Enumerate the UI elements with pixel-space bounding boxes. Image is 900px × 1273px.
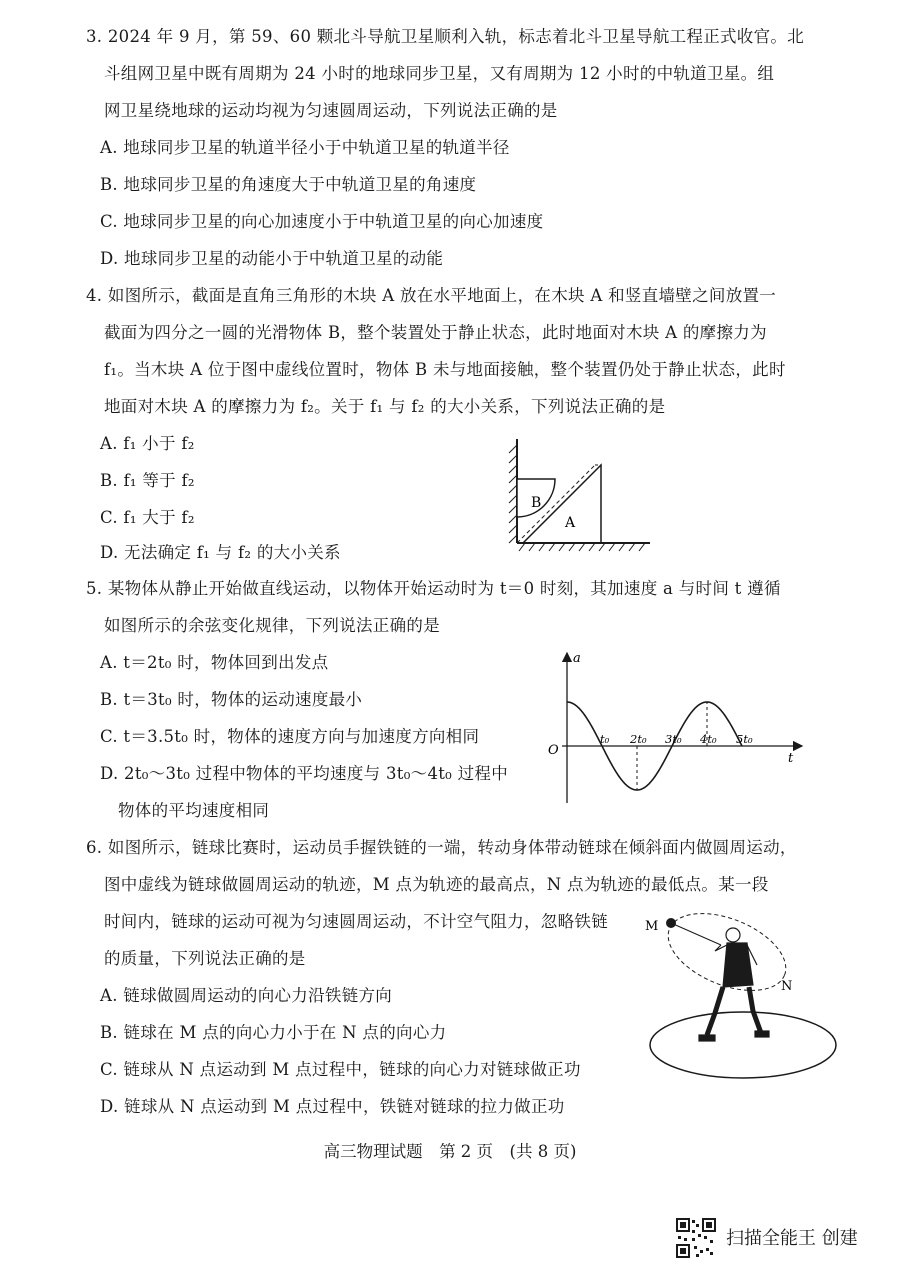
q3-option-b: B. 地球同步卫星的角速度大于中轨道卫星的角速度	[100, 175, 477, 194]
q4-figure	[505, 435, 655, 555]
q5-line-1: 5. 某物体从静止开始做直线运动，以物体开始运动时为 t＝0 时刻，其加速度 a 与时间 t 遵循	[86, 579, 781, 598]
q6-line-3: 时间内，链球的运动可视为匀速圆周运动，不计空气阻力，忽略铁链	[104, 912, 608, 931]
athlete-figure	[699, 928, 769, 1041]
q6-option-c: C. 链球从 N 点运动到 M 点过程中，链球的向心力对链球做正功	[100, 1060, 581, 1079]
q4-option-d: D. 无法确定 f₁ 与 f₂ 的大小关系	[100, 543, 341, 562]
q4-option-c: C. f₁ 大于 f₂	[100, 508, 195, 527]
q6-line-2: 图中虚线为链球做圆周运动的轨迹，M 点为轨迹的最高点，N 点为轨迹的最低点。某一段	[104, 875, 769, 894]
q3-line-2: 斗组网卫星中既有周期为 24 小时的地球同步卫星，又有周期为 12 小时的中轨道卫星。组	[104, 64, 775, 83]
q4-line-2: 截面为四分之一圆的光滑物体 B，整个装置处于静止状态，此时地面对木块 A 的摩擦力为	[104, 323, 767, 342]
q4-label-b: B	[531, 495, 542, 511]
q5-axis-t: t	[788, 751, 794, 766]
q5-option-a: A. t＝2t₀ 时，物体回到出发点	[100, 653, 329, 672]
q5-origin: O	[548, 743, 559, 758]
q3-option-a: A. 地球同步卫星的轨道半径小于中轨道卫星的轨道半径	[100, 138, 510, 157]
q5-tick-2: 2t₀	[630, 732, 647, 746]
q4-option-a: A. f₁ 小于 f₂	[100, 434, 195, 453]
q6-option-b: B. 链球在 M 点的向心力小于在 N 点的向心力	[100, 1023, 447, 1042]
q6-label-m: M	[645, 919, 659, 934]
q6-line-4: 的质量，下列说法正确的是	[104, 949, 306, 968]
q5-option-d: D. 2t₀～3t₀ 过程中物体的平均速度与 3t₀～4t₀ 过程中	[100, 764, 509, 783]
q5-option-c: C. t＝3.5t₀ 时，物体的速度方向与加速度方向相同	[100, 727, 480, 746]
qr-code-icon	[676, 1218, 716, 1258]
q3-line-3: 网卫星绕地球的运动均视为匀速圆周运动，下列说法正确的是	[104, 101, 558, 120]
watermark-text: 扫描全能王 创建	[726, 1228, 858, 1249]
q6-option-d: D. 链球从 N 点运动到 M 点过程中，铁链对链球的拉力做正功	[100, 1097, 565, 1116]
q3-option-c: C. 地球同步卫星的向心加速度小于中轨道卫星的向心加速度	[100, 212, 544, 231]
q5-graph	[540, 645, 810, 810]
q6-label-n: N	[781, 979, 793, 994]
q5-tick-4: 4t₀	[700, 732, 717, 746]
q5-tick-3: 3t₀	[665, 732, 682, 746]
q4-line-4: 地面对木块 A 的摩擦力为 f₂。关于 f₁ 与 f₂ 的大小关系，下列说法正确的是	[104, 397, 666, 416]
q6-line-1: 6. 如图所示，链球比赛时，运动员手握铁链的一端，转动身体带动链球在倾斜面内做圆周运动，	[86, 838, 797, 857]
q4-label-a: A	[565, 515, 576, 531]
q5-line-2: 如图所示的余弦变化规律，下列说法正确的是	[104, 616, 440, 635]
q4-line-1: 4. 如图所示，截面是直角三角形的木块 A 放在水平地面上，在木块 A 和竖直墙壁之间放置一	[86, 286, 777, 305]
q5-option-b: B. t＝3t₀ 时，物体的运动速度最小	[100, 690, 363, 709]
q5-tick-1: t₀	[600, 732, 610, 746]
q5-axis-a: a	[573, 651, 581, 666]
q5-tick-5: 5t₀	[736, 732, 753, 746]
q6-option-a: A. 链球做圆周运动的向心力沿铁链方向	[100, 986, 393, 1005]
q3-line-1: 3. 2024 年 9 月，第 59、60 颗北斗导航卫星顺利入轨，标志着北斗卫星导航工程正式收官。北	[86, 27, 804, 46]
q4-option-b: B. f₁ 等于 f₂	[100, 471, 195, 490]
q5-option-d-cont: 物体的平均速度相同	[118, 801, 270, 820]
q6-figure	[635, 905, 845, 1085]
q3-option-d: D. 地球同步卫星的动能小于中轨道卫星的动能	[100, 249, 444, 268]
page-footer: 高三物理试题 第 2 页 (共 8 页)	[323, 1142, 577, 1161]
q4-line-3: f₁。当木块 A 位于图中虚线位置时，物体 B 未与地面接触，整个装置仍处于静止状态，此时	[104, 360, 786, 379]
